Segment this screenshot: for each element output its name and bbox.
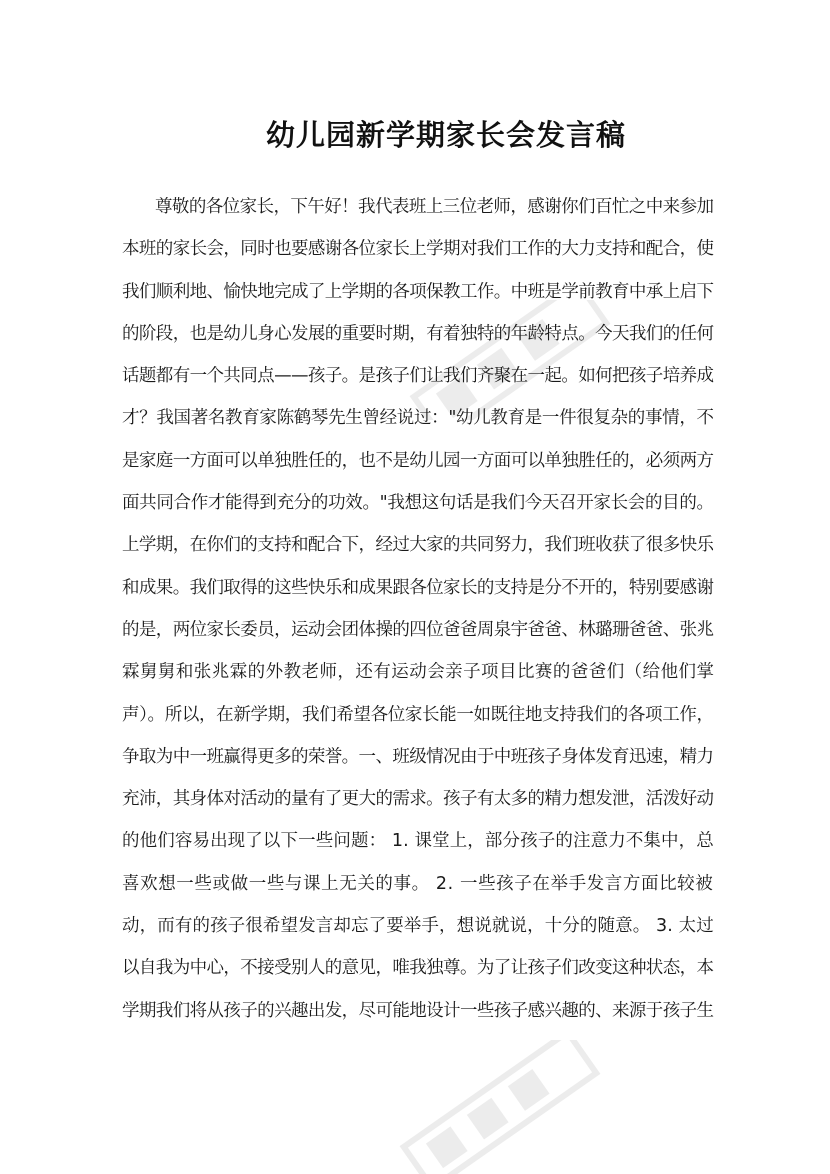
- watermark-logo-bottom: [370, 1040, 630, 1174]
- body-line: 充沛，其身体对活动的量有了更大的需求。孩子有太多的精力想发泄，活泼好动: [122, 789, 714, 810]
- body-line: 是家庭一方面可以单独胜任的，也不是幼儿园一方面可以单独胜任的，必须两方: [122, 450, 714, 471]
- body-line: 的是，两位家长委员，运动会团体操的四位爸爸周泉宇爸爸、林璐珊爸爸、张兆: [122, 619, 714, 640]
- body-line: 才？我国著名教育家陈鹤琴先生曾经说过："幼儿教育是一件很复杂的事情，不: [122, 408, 714, 429]
- document-title: 幼儿园新学期家长会发言稿: [265, 118, 626, 152]
- document-body: [122, 186, 714, 1032]
- body-line: 尊敬的各位家长，下午好！我代表班上三位老师，感谢你们百忙之中来参加: [155, 197, 714, 217]
- body-line: 声）。所以，在新学期，我们希望各位家长能一如既往地支持我们的各项工作，: [122, 704, 714, 725]
- body-line: 面共同合作才能得到充分的功效。"我想这句话是我们今天召开家长会的目的。: [122, 493, 714, 514]
- body-line: 学期我们将从孩子的兴趣出发，尽可能地设计一些孩子感兴趣的、来源于孩子生: [122, 1000, 714, 1021]
- body-line: 我们顺利地、愉快地完成了上学期的各项保教工作。中班是学前教育中承上启下: [122, 281, 714, 302]
- body-line: 和成果。我们取得的这些快乐和成果跟各位家长的支持是分不开的，特别要感谢: [122, 577, 714, 598]
- body-line: 上学期，在你们的支持和配合下，经过大家的共同努力，我们班收获了很多快乐: [122, 535, 714, 556]
- body-line: 的阶段，也是幼儿身心发展的重要时期，有着独特的年龄特点。今天我们的任何: [122, 323, 714, 344]
- body-line: 霖舅舅和张兆霖的外教老师，还有运动会亲子项目比赛的爸爸们（给他们掌: [122, 662, 715, 683]
- body-line: 以自我为中心，不接受别人的意见，唯我独尊。为了让孩子们改变这种状态，本: [122, 958, 714, 979]
- body-line: 动，而有的孩子很希望发言却忘了要举手，想说就说，十分的随意。 3. 太过: [122, 916, 714, 937]
- body-line: 的他们容易出现了以下一些问题： 1. 课堂上，部分孩子的注意力不集中，总: [122, 831, 714, 852]
- body-line: 本班的家长会，同时也要感谢各位家长上学期对我们工作的大力支持和配合，使: [122, 239, 714, 260]
- body-line: 争取为中一班赢得更多的荣誉。一、班级情况由于中班孩子身体发育迅速，精力: [122, 746, 714, 767]
- body-line: 话题都有一个共同点——孩子。是孩子们让我们齐聚在一起。如何把孩子培养成: [122, 366, 714, 387]
- body-line: 喜欢想一些或做一些与课上无关的事。 2. 一些孩子在举手发言方面比较被: [122, 873, 714, 894]
